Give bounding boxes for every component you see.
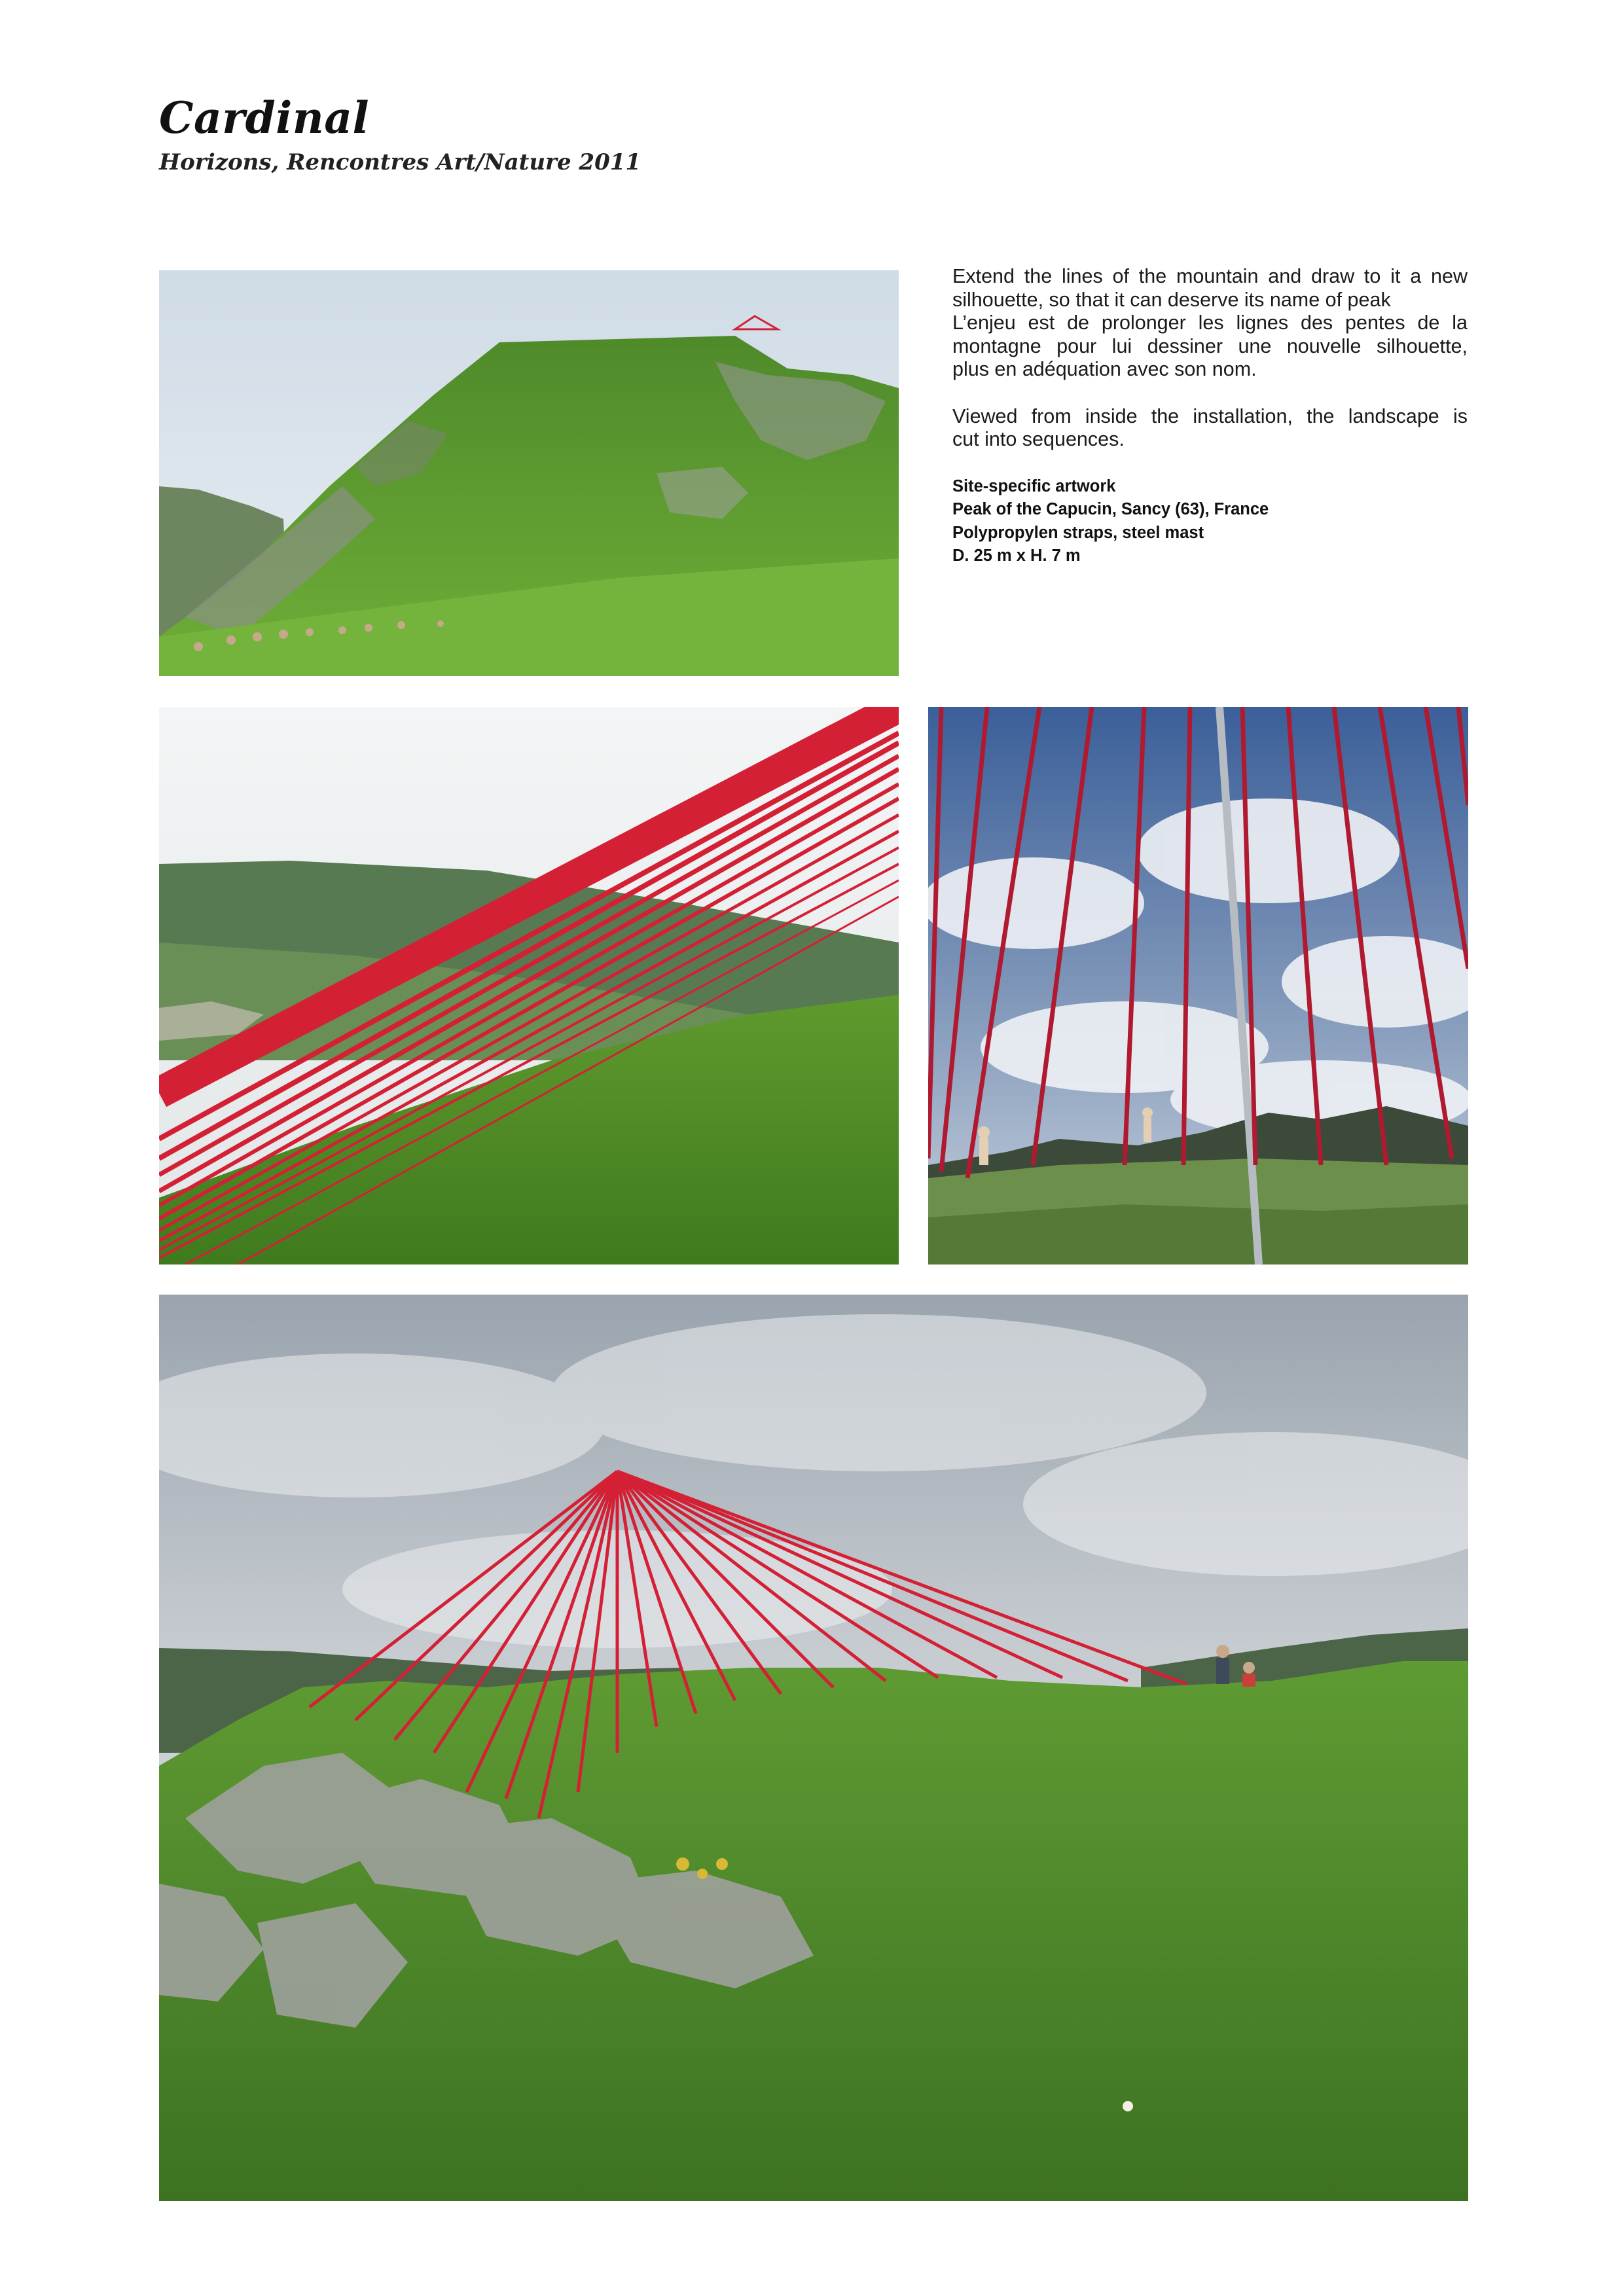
photo-mountain-peak-image — [159, 270, 899, 676]
description-paragraph-2 — [952, 405, 1468, 452]
photo-inside-installation-image — [928, 707, 1468, 1265]
spec-dimensions: D. 25 m x H. 7 m — [952, 547, 1081, 565]
description-paragraph-1 — [952, 265, 1468, 382]
photo-inside-installation — [928, 707, 1468, 1265]
spec-location: Peak of the Capucin, Sancy (63), France — [952, 500, 1269, 518]
photo-mountain-peak — [159, 270, 899, 676]
photo-red-straps-diagonal-image — [159, 707, 899, 1265]
artwork-title: Cardinal — [159, 92, 370, 143]
description-line: plus en adéquation avec son nom. — [952, 358, 1257, 380]
exhibition-subtitle: Horizons, Rencontres Art/Nature 2011 — [159, 149, 641, 175]
description-line: montagne pour lui dessiner une nouvelle silhouette, — [952, 334, 1468, 357]
photo-red-straps-diagonal — [159, 707, 899, 1265]
description-block — [952, 265, 1468, 568]
photo-installation-peak — [159, 1295, 1468, 2201]
artwork-specs — [952, 475, 1468, 568]
description-line: silhouette, so that it can deserve its name of peak — [952, 288, 1391, 311]
photo-installation-peak-image — [159, 1295, 1468, 2201]
description-line: cut into sequences. — [952, 428, 1125, 450]
description-line: Extend the lines of the mountain and draw to it a new — [952, 265, 1468, 287]
description-line: L’enjeu est de prolonger les lignes des pentes de la — [952, 312, 1468, 334]
description-line: Viewed from inside the installation, the landscape is — [952, 404, 1468, 427]
spec-materials: Polypropylen straps, steel mast — [952, 523, 1204, 542]
spec-type: Site-specific artwork — [952, 476, 1116, 495]
